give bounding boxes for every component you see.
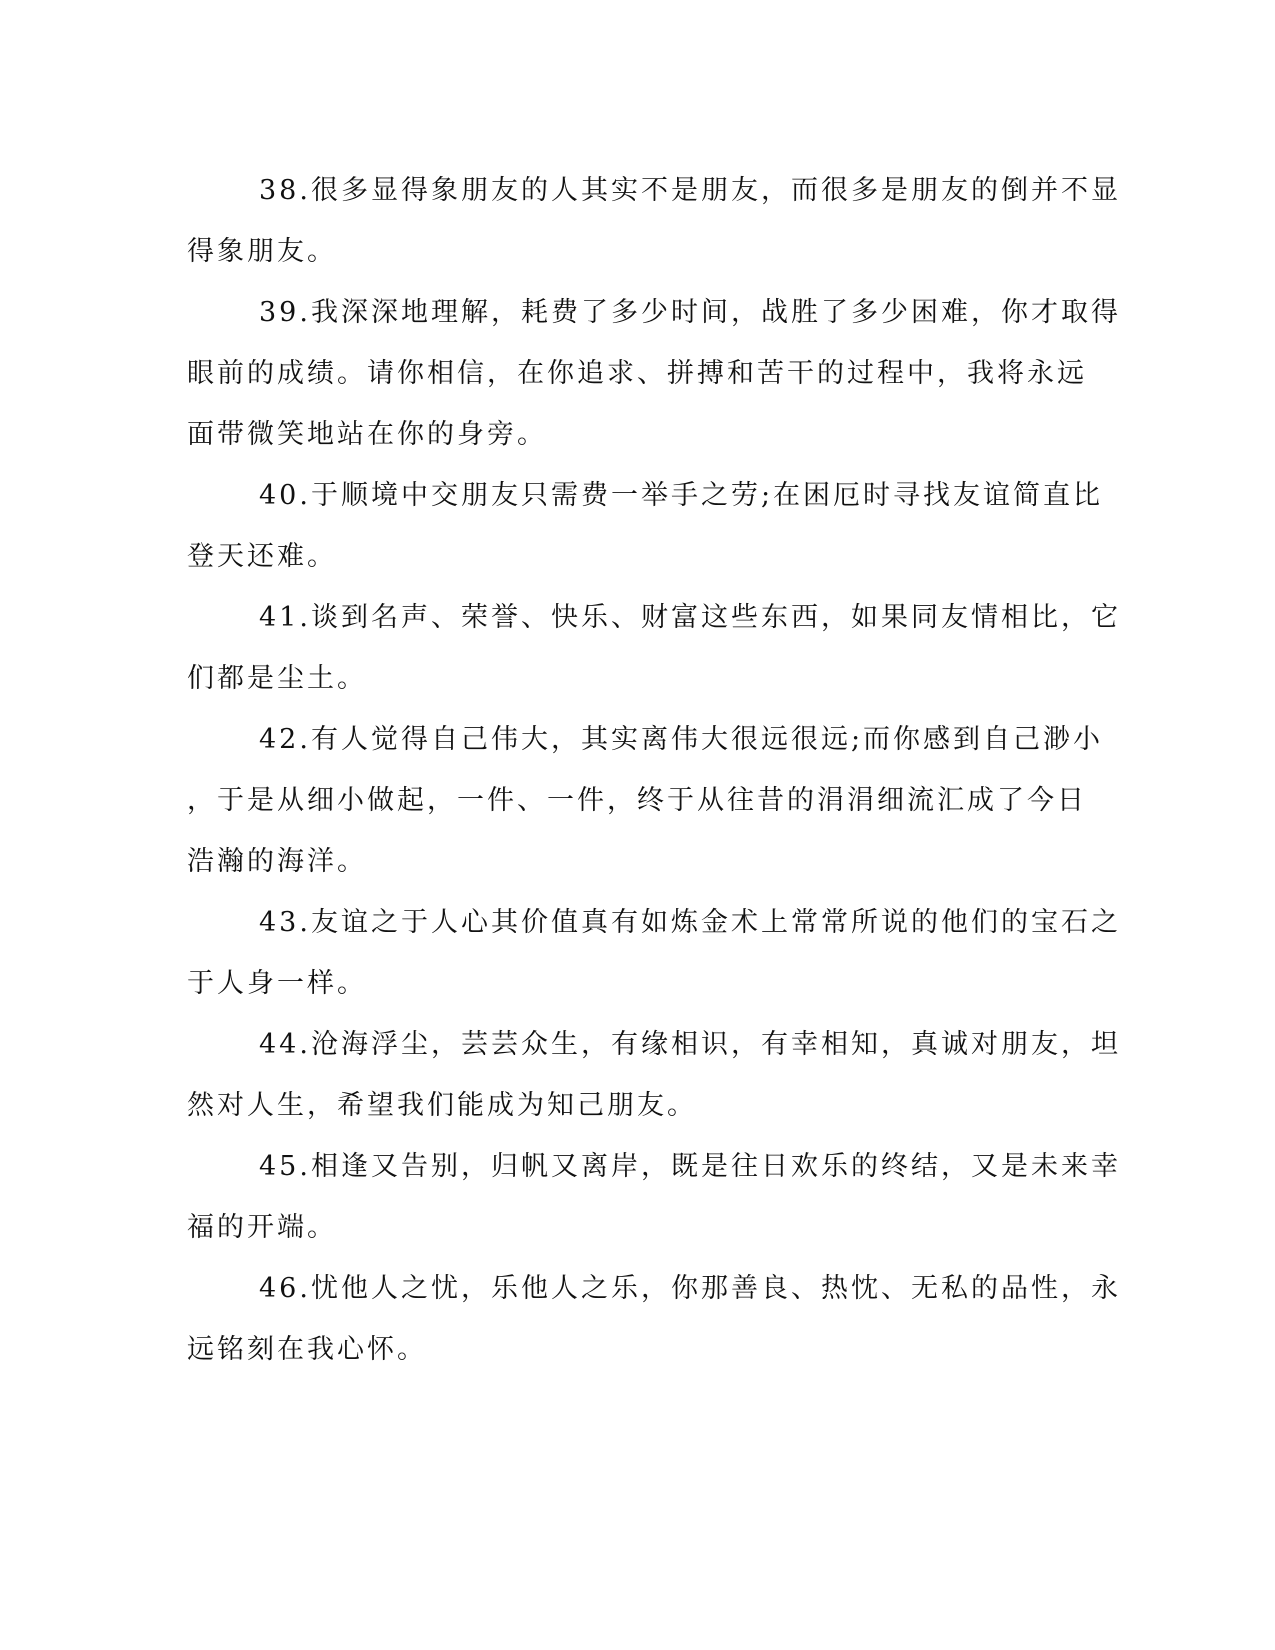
- paragraph-line: 福的开端。: [187, 1212, 337, 1243]
- paragraph-line: 38.很多显得象朋友的人其实不是朋友，而很多是朋友的倒并不显: [259, 175, 1121, 206]
- paragraph-line: 然对人生，希望我们能成为知己朋友。: [187, 1090, 697, 1121]
- paragraph-line: 43.友谊之于人心其价值真有如炼金术上常常所说的他们的宝石之: [259, 907, 1121, 938]
- paragraph-line: 42.有人觉得自己伟大，其实离伟大很远很远;而你感到自己渺小: [259, 724, 1104, 755]
- paragraph-41: [187, 587, 1121, 709]
- paragraph-line: 浩瀚的海洋。: [187, 846, 367, 877]
- paragraph-46: [187, 1258, 1121, 1380]
- paragraph-44: [187, 1014, 1121, 1136]
- paragraph-45: [187, 1136, 1121, 1258]
- paragraph-line: 们都是尘土。: [187, 663, 367, 694]
- paragraph-line: ，于是从细小做起，一件、一件，终于从往昔的涓涓细流汇成了今日: [187, 785, 1087, 816]
- document-body: [187, 160, 1121, 1380]
- paragraph-line: 远铭刻在我心怀。: [187, 1334, 427, 1365]
- paragraph-line: 39.我深深地理解，耗费了多少时间，战胜了多少困难，你才取得: [259, 297, 1121, 328]
- paragraph-line: 眼前的成绩。请你相信，在你追求、拼搏和苦干的过程中，我将永远: [187, 358, 1087, 389]
- paragraph-line: 45.相逢又告别，归帆又离岸，既是往日欢乐的终结，又是未来幸: [259, 1151, 1121, 1182]
- paragraph-line: 41.谈到名声、荣誉、快乐、财富这些东西，如果同友情相比，它: [259, 602, 1121, 633]
- paragraph-42: [187, 709, 1104, 892]
- paragraph-39: [187, 282, 1121, 465]
- paragraph-line: 46.忧他人之忧，乐他人之乐，你那善良、热忱、无私的品性，永: [259, 1273, 1121, 1304]
- paragraph-line: 于人身一样。: [187, 968, 367, 999]
- paragraph-line: 40.于顺境中交朋友只需费一举手之劳;在困厄时寻找友谊简直比: [259, 480, 1104, 511]
- paragraph-43: [187, 892, 1121, 1014]
- paragraph-line: 得象朋友。: [187, 236, 337, 267]
- paragraph-40: [187, 465, 1104, 587]
- paragraph-line: 面带微笑地站在你的身旁。: [187, 419, 547, 450]
- paragraph-line: 登天还难。: [187, 541, 337, 572]
- paragraph-line: 44.沧海浮尘，芸芸众生，有缘相识，有幸相知，真诚对朋友，坦: [259, 1029, 1121, 1060]
- paragraph-38: [187, 160, 1121, 282]
